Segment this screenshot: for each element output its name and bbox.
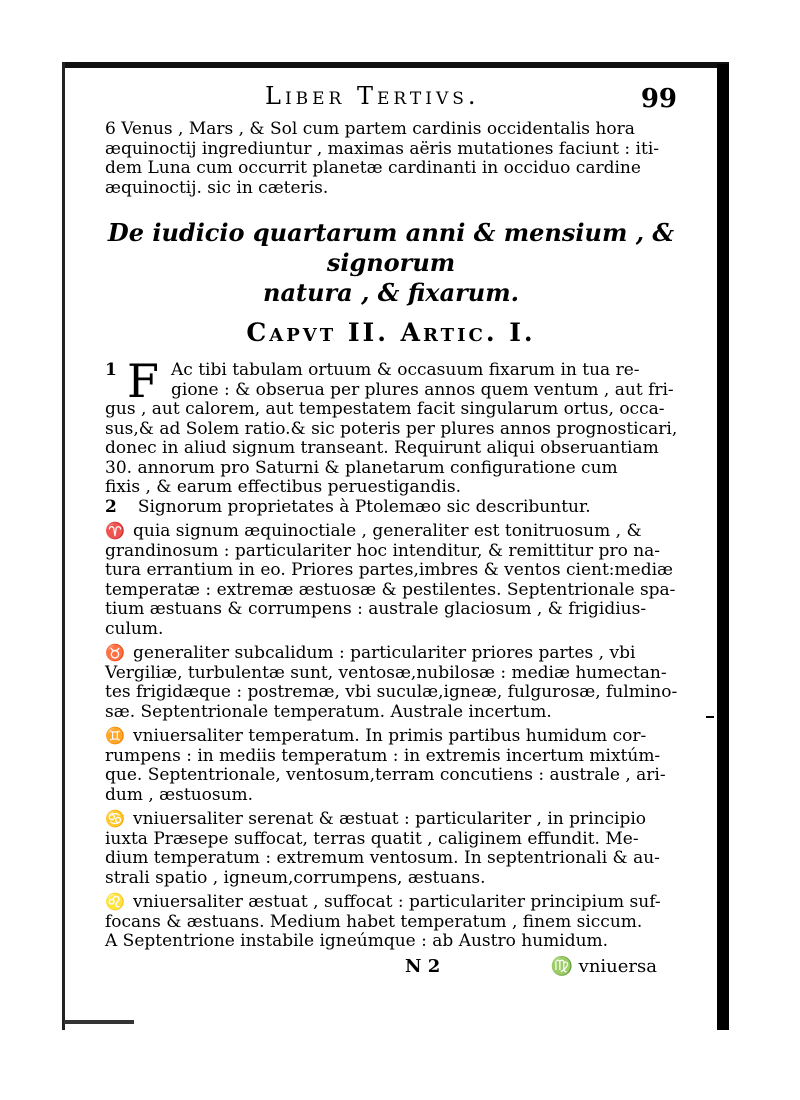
text-line: æquinoctij. sic in cæteris. [105, 177, 329, 198]
text-line: ♈ quia signum æquinoctiale , generaliter est tonitruosum , & [105, 521, 642, 541]
text-line: 6 Venus , Mars , & Sol cum partem cardinis occidentalis hora [105, 119, 635, 139]
intro-paragraph [105, 120, 677, 198]
text-line: temperatæ : extremæ æstuosæ & pestilentes. Septentrionale spa- [105, 579, 676, 600]
leo-symbol-icon: ♌ [105, 892, 125, 911]
running-title: Liber Tertivs. [265, 82, 480, 110]
paragraph-2 [105, 498, 677, 518]
section-title-line-2: natura , & fixarum. [263, 278, 519, 307]
text-line: grandinosum : particulariter hoc intenditur, & remittitur pro na- [105, 540, 661, 561]
sign-paragraph-gemini [105, 726, 677, 805]
text-line: tium æstuans & corrumpens : australe glaciosum , & frigidius- [105, 599, 647, 619]
gemini-symbol-icon: ♊ [105, 726, 125, 745]
paragraph-number: 1 [105, 360, 117, 380]
text-line: focans & æstuans. Medium habet temperatum , finem siccum. [105, 911, 643, 932]
paragraph-number: 2 [105, 496, 117, 517]
sign-paragraph-taurus [105, 643, 677, 722]
text-line: gione : & obserua per plures annos quem ventum , aut fri- [171, 379, 674, 400]
page-footer [105, 956, 677, 982]
text-line: gus , aut calorem, aut tempestatem facit singularum ortus, occa- [105, 399, 665, 419]
text-line: ♌ vniuersaliter æstuat , suffocat : particulariter principium suf- [105, 892, 661, 912]
cancer-symbol-icon: ♋ [105, 809, 125, 828]
scan-border-left [62, 62, 65, 1030]
text-line: fixis , & earum effectibus peruestigandis. [105, 477, 462, 497]
text-line: sæ. Septentrionale temperatum. Australe incertum. [105, 701, 552, 722]
catchword: ♍ vniuersa [550, 955, 657, 977]
text-line: que. Septentrionale, ventosum,terram concutiens : australe , ari- [105, 765, 666, 785]
text-line: dium temperatum : extremum ventosum. In septentrionali & au- [105, 848, 660, 868]
aries-symbol-icon: ♈ [105, 521, 125, 540]
text-line: ♊ vniuersaliter temperatum. In primis partibus humidum cor- [105, 726, 647, 746]
text-line: 30. annorum pro Saturni & planetarum configuratione cum [105, 457, 618, 478]
chapter-heading: Capvt II. Artic. I. [246, 318, 536, 347]
text-line: strali spatio , igneum,corrumpens, æstuans. [105, 867, 486, 888]
section-title-line-1: De iudicio quartarum anni & mensium , & signorum [107, 218, 675, 277]
text-line: 1 Ac tibi tabulam ortuum & occasuum fixarum in tua re- [105, 360, 640, 380]
text-line: donec in aliud signum transeant. Requirunt aliqui obseruantiam [105, 438, 659, 458]
text-line: tes frigidæque : postremæ, vbi suculæ,igneæ, fulgurosæ, fulmino- [105, 682, 678, 702]
section-title [105, 218, 677, 308]
text-line: ♋ vniuersaliter serenat & æstuat : particulariter , in principio [105, 809, 647, 829]
text-line: 2 Signorum proprietates à Ptolemæo sic describuntur. [105, 496, 591, 517]
text-line: A Septentrione instabile igneúmque : ab Austro humidum. [105, 931, 609, 951]
text-line: ♉ generaliter subcalidum : particulariter priores partes , vbi [105, 643, 636, 663]
text-line: Vergiliæ, turbulentæ sunt, ventosæ,nubilosæ : mediæ humectan- [105, 662, 667, 683]
text-line: dum , æstuosum. [105, 784, 254, 805]
text-line: sus,& ad Solem ratio.& sic poteris per plures annos prognosticari, [105, 418, 678, 439]
page-number: 99 [640, 84, 677, 114]
text-line: tura errantium in eo. Priores partes,imbres & ventos cient:mediæ [105, 560, 673, 580]
sign-paragraph-leo [105, 892, 677, 952]
sign-paragraph-cancer [105, 809, 677, 888]
scan-border-top [62, 62, 729, 68]
signature-mark: N 2 [405, 955, 441, 977]
text-line: iuxta Præsepe suffocat, terras quatit , caliginem effundit. Me- [105, 828, 639, 849]
text-line: culum. [105, 618, 164, 639]
drop-cap: F [127, 354, 159, 408]
margin-mark [706, 716, 714, 718]
paragraph-1 [105, 354, 678, 498]
sign-paragraph-aries [105, 521, 677, 639]
text-line: dem Luna cum occurrit planetæ cardinanti in occiduo cardine [105, 158, 641, 178]
text-line: rumpens : in mediis temperatum : in extremis incertum mixtúm- [105, 745, 661, 766]
page-text [105, 82, 677, 982]
scan-border-bottom-streak [64, 1020, 134, 1024]
scan-border-right [717, 64, 729, 1030]
running-head [105, 82, 677, 120]
taurus-symbol-icon: ♉ [105, 643, 125, 662]
text-line: æquinoctij ingrediuntur , maximas aëris mutationes faciunt : iti- [105, 138, 660, 159]
